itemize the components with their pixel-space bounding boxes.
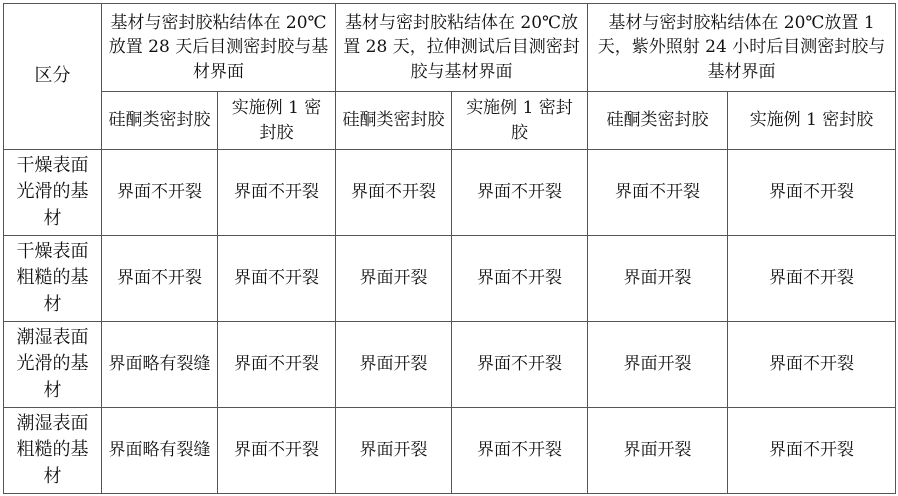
table-cell: 界面略有裂缝 <box>102 322 218 408</box>
table-cell: 界面不开裂 <box>218 408 336 494</box>
table-cell: 界面不开裂 <box>728 322 896 408</box>
table-cell: 界面不开裂 <box>218 322 336 408</box>
group-header-row <box>4 4 896 92</box>
table-row <box>4 236 896 322</box>
sub-header-example1: 实施例 1 密封胶 <box>728 92 896 150</box>
sub-header-silicone: 硅酮类密封胶 <box>102 92 218 150</box>
sub-header-silicone: 硅酮类密封胶 <box>336 92 452 150</box>
table-cell: 界面不开裂 <box>218 236 336 322</box>
row-label: 潮湿表面粗糙的基材 <box>4 408 102 494</box>
sub-header-example1: 实施例 1 密封胶 <box>218 92 336 150</box>
table-cell: 界面不开裂 <box>452 236 588 322</box>
table-cell: 界面不开裂 <box>728 150 896 236</box>
table-cell: 界面不开裂 <box>452 150 588 236</box>
sub-header-row <box>4 92 896 150</box>
results-table <box>3 3 896 494</box>
group-header-28-days: 基材与密封胶粘结体在 20℃放置 28 天后目测密封胶与基材界面 <box>102 4 336 92</box>
sub-header-silicone: 硅酮类密封胶 <box>588 92 728 150</box>
table-cell: 界面开裂 <box>588 408 728 494</box>
table-cell: 界面不开裂 <box>728 236 896 322</box>
table-row <box>4 408 896 494</box>
table-cell: 界面不开裂 <box>452 322 588 408</box>
table-cell: 界面不开裂 <box>728 408 896 494</box>
group-header-uv-exposure: 基材与密封胶粘结体在 20℃放置 1 天，紫外照射 24 小时后目测密封胶与基材界面 <box>588 4 896 92</box>
table-row <box>4 150 896 236</box>
table-cell: 界面不开裂 <box>588 150 728 236</box>
table-row <box>4 322 896 408</box>
table-cell: 界面略有裂缝 <box>102 408 218 494</box>
row-label: 干燥表面光滑的基材 <box>4 150 102 236</box>
table-cell: 界面开裂 <box>588 322 728 408</box>
table-cell: 界面不开裂 <box>336 150 452 236</box>
group-header-tensile-test: 基材与密封胶粘结体在 20℃放置 28 天，拉伸测试后目测密封胶与基材界面 <box>336 4 588 92</box>
table-cell: 界面开裂 <box>336 236 452 322</box>
sub-header-example1: 实施例 1 密封胶 <box>452 92 588 150</box>
table-cell: 界面不开裂 <box>452 408 588 494</box>
table-cell: 界面不开裂 <box>102 236 218 322</box>
table-cell: 界面开裂 <box>336 408 452 494</box>
table-cell: 界面开裂 <box>336 322 452 408</box>
table-cell: 界面不开裂 <box>102 150 218 236</box>
row-label: 干燥表面粗糙的基材 <box>4 236 102 322</box>
row-label: 潮湿表面光滑的基材 <box>4 322 102 408</box>
table-cell: 界面不开裂 <box>218 150 336 236</box>
corner-cell: 区分 <box>4 4 102 150</box>
table-cell: 界面开裂 <box>588 236 728 322</box>
